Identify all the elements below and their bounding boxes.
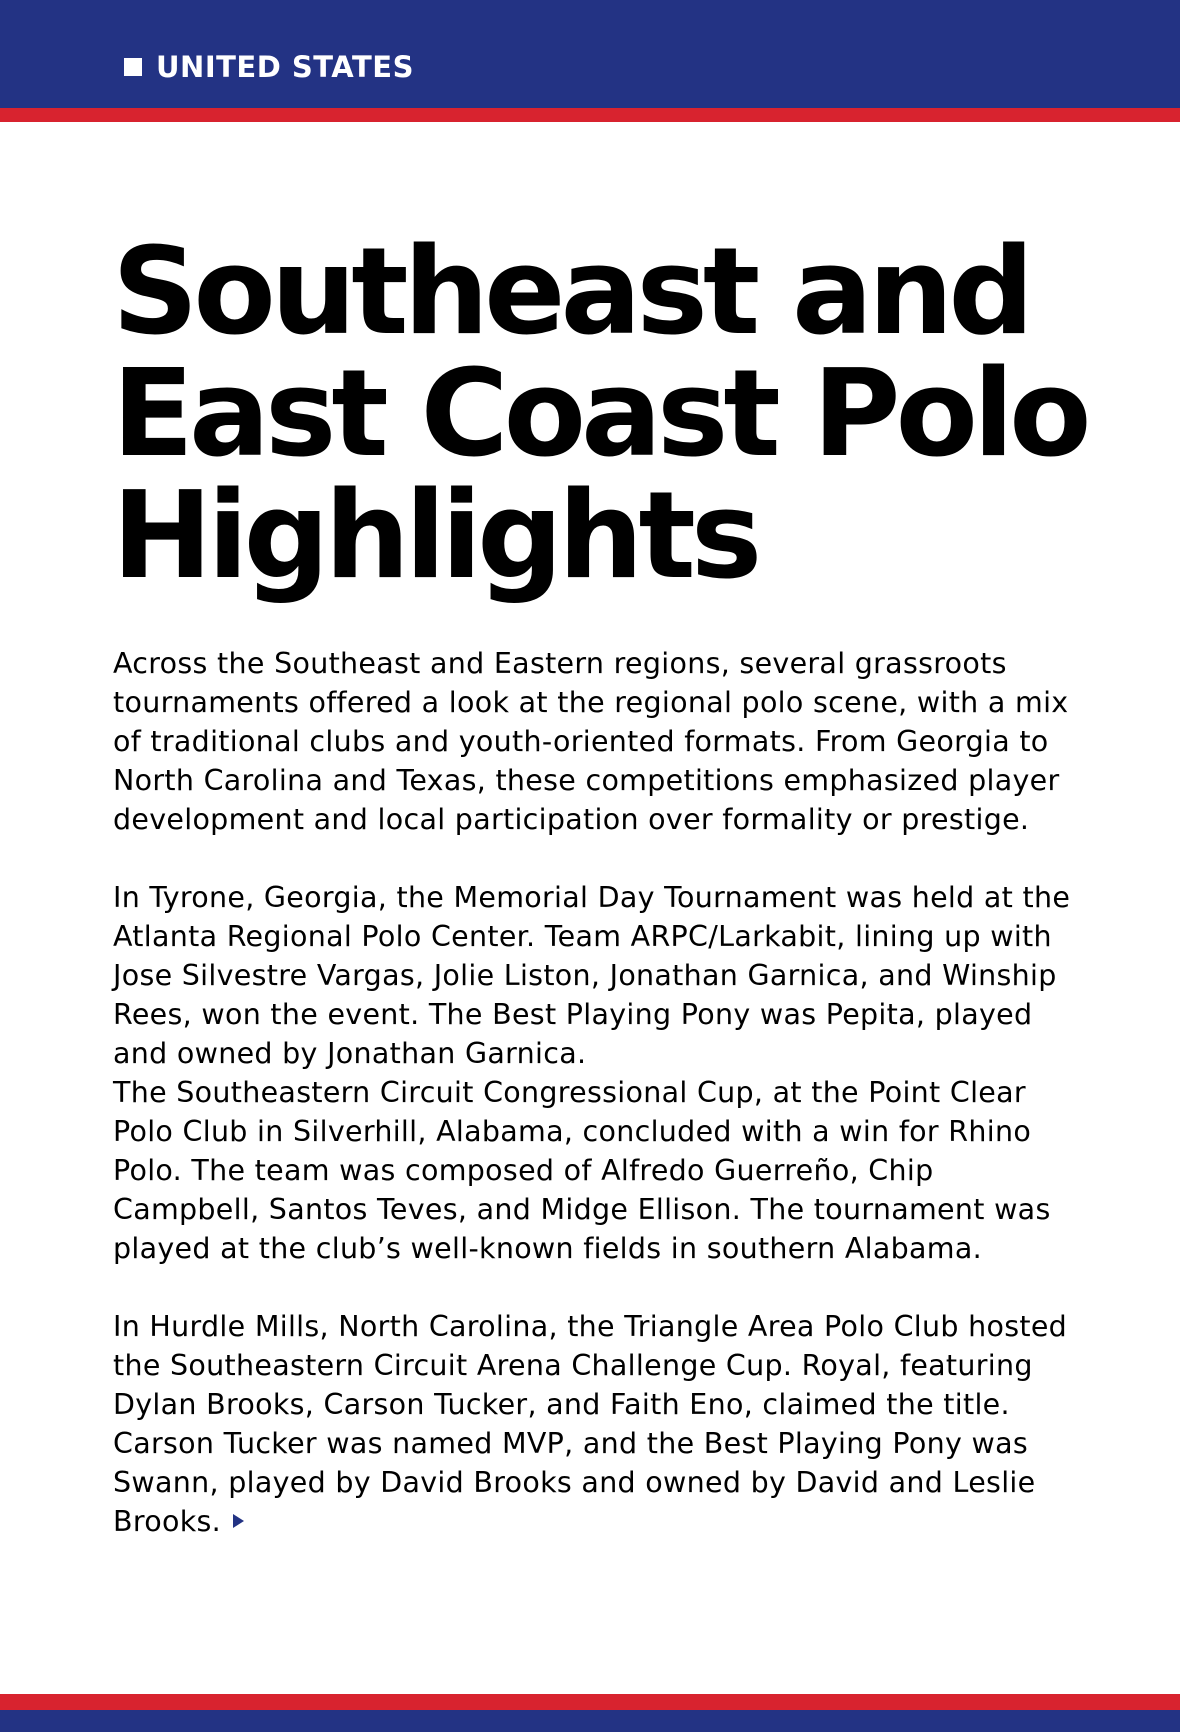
section-label-text: UNITED STATES (156, 50, 414, 84)
footer-bar (0, 1710, 1180, 1732)
footer-stripe (0, 1694, 1180, 1710)
paragraph: The Southeastern Circuit Congressional Cup, at the Point Clear Polo Club in Silverhill, Alabama, concluded with a win for Rhino Polo. The team was composed of Alfredo Guerreño, Chip Campbell, Santos Teves, and Midge Ellison. The tournament was played at the club’s well-known fields in southern Alabama. (113, 1076, 1051, 1265)
title-line: Highlights (112, 467, 758, 606)
title-line: East Coast Polo (112, 345, 1087, 484)
article-body (113, 644, 1073, 1541)
paragraph-last (113, 1307, 1073, 1541)
paragraph-text: In Hurdle Mills, North Carolina, the Triangle Area Polo Club hosted the Southeastern Circuit Arena Challenge Cup. Royal, featuring Dylan Brooks, Carson Tucker, and Faith Eno, claimed the title. Carson Tucker was named MVP, and the Best Playing Pony was Swann, played by David Brooks and owned by David and Leslie Brooks. (113, 1310, 1068, 1538)
square-icon (124, 58, 142, 76)
header-stripe (0, 108, 1180, 122)
play-arrow-icon (233, 1514, 244, 1528)
paragraph: In Tyrone, Georgia, the Memorial Day Tournament was held at the Atlanta Regional Polo Center. Team ARPC/Larkabit, lining up with Jose Silvestre Vargas, Jolie Liston, Jonathan Garnica, and Winship Rees, won the event. The Best Playing Pony was Pepita, played and owned by Jonathan Garnica. (113, 881, 1071, 1070)
title-line: Southeast and (112, 223, 1030, 362)
paragraph: Across the Southeast and Eastern regions, several grassroots tournaments offered a look at the regional polo scene, with a mix of traditional clubs and youth-oriented formats. From Georgia to North Carolina and Texas, these competitions emphasized player development and local participation over formality or prestige. (113, 647, 1069, 836)
article-title (112, 223, 1112, 606)
section-label (124, 50, 414, 84)
